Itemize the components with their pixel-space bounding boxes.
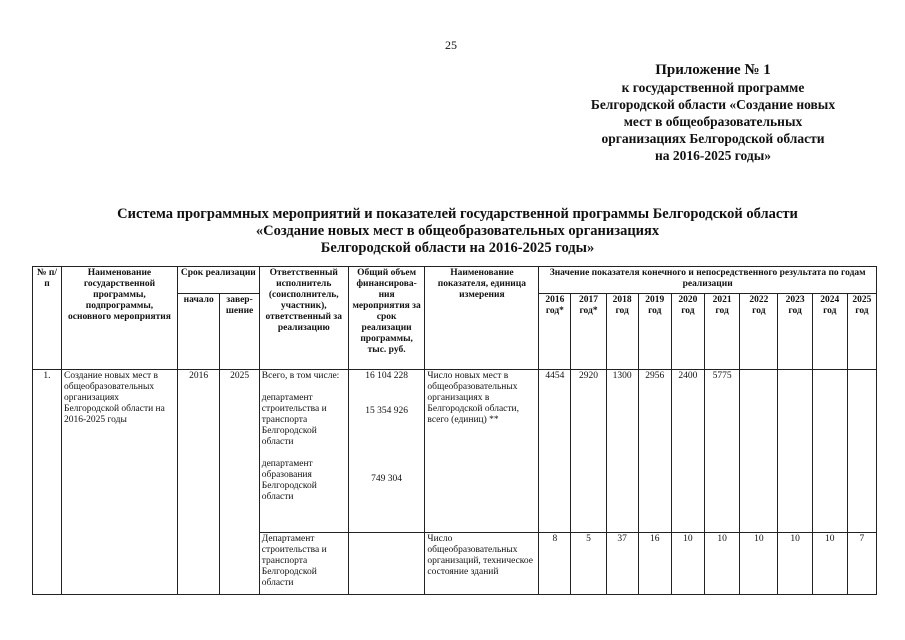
executor-total: Всего, в том числе:	[261, 371, 340, 381]
cell-value: 2920	[571, 370, 606, 533]
header-year: 2023 год	[778, 294, 812, 370]
funding-total: 16 104 228	[365, 371, 408, 381]
cell-value	[812, 370, 847, 533]
funding-dept: 749 304	[371, 474, 403, 484]
funding-dept: 15 354 926	[365, 406, 408, 416]
header-period: Срок реализации	[177, 267, 259, 294]
header-funding: Общий объем финансирова-ния мероприятия за срок реализации программы, тыс. руб.	[348, 267, 425, 370]
appendix-line: организациях Белгородской области	[601, 131, 825, 146]
document-title-line: Белгородской области на 2016-2025 годы»	[320, 240, 595, 256]
cell-indicator: Число новых мест в общеобразовательных организациях в Белгородской области, всего (единиц) **	[425, 370, 539, 533]
header-year: 2022 год	[740, 294, 778, 370]
cell-value: 7	[847, 533, 876, 595]
header-end: завер-шение	[220, 294, 259, 370]
appendix-line: Белгородской области «Создание новых	[590, 97, 836, 112]
appendix-block	[548, 62, 878, 164]
cell-value	[778, 370, 812, 533]
cell-start: 2016	[177, 370, 219, 595]
cell-value: 8	[539, 533, 571, 595]
cell-value	[847, 370, 876, 533]
table-row	[33, 370, 877, 533]
document-title	[60, 206, 855, 257]
program-table	[32, 266, 877, 595]
cell-value: 10	[704, 533, 739, 595]
header-year: 2020 год	[671, 294, 704, 370]
page-number: 25	[445, 38, 457, 52]
document-title-line: «Создание новых мест в общеобразовательных организациях	[255, 223, 660, 239]
cell-value: 2400	[671, 370, 704, 533]
cell-value: 10	[812, 533, 847, 595]
cell-executor	[259, 370, 348, 533]
header-start: начало	[177, 294, 219, 370]
cell-value: 5775	[704, 370, 739, 533]
cell-executor: Департамент строительства и транспорта Белгородской области	[259, 533, 348, 595]
header-year: 2024 год	[812, 294, 847, 370]
cell-value: 10	[671, 533, 704, 595]
header-year: 2018 год	[606, 294, 638, 370]
document-title-line: Система программных мероприятий и показателей государственной программы Белгородской области	[117, 206, 798, 222]
header-year: 2021 год	[704, 294, 739, 370]
header-indicator: Наименование показателя, единица измерения	[425, 267, 539, 370]
executor-dept: департамент образования Белгородской области	[261, 459, 317, 502]
appendix-title: Приложение № 1	[655, 62, 771, 78]
cell-value: 10	[740, 533, 778, 595]
cell-indicator: Число общеобразовательных организаций, техническое состояние зданий	[425, 533, 539, 595]
header-executor: Ответственный исполнитель (соисполнитель, участник), ответственный за реализацию	[259, 267, 348, 370]
cell-value: 10	[778, 533, 812, 595]
header-year: 2019 год	[638, 294, 671, 370]
cell-value	[740, 370, 778, 533]
header-values: Значение показателя конечного и непосредственного результата по годам реализации	[539, 267, 877, 294]
cell-funding	[348, 370, 425, 533]
cell-end: 2025	[220, 370, 259, 595]
cell-value: 1300	[606, 370, 638, 533]
appendix-line: на 2016-2025 годы»	[654, 148, 772, 163]
appendix-line: к государственной программе	[621, 80, 805, 95]
executor-dept: департамент строительства и транспорта Белгородской области	[261, 393, 327, 447]
header-year: 2016 год*	[539, 294, 571, 370]
cell-num: 1.	[33, 370, 62, 595]
cell-value: 37	[606, 533, 638, 595]
cell-value: 4454	[539, 370, 571, 533]
cell-name: Создание новых мест в общеобразовательных организациях Белгородской области на 2016-2025 годы	[61, 370, 177, 595]
header-num: № п/п	[33, 267, 62, 370]
header-name: Наименование государственной программы, подпрограммы, основного мероприятия	[61, 267, 177, 370]
cell-funding	[348, 533, 425, 595]
appendix-line: мест в общеобразовательных	[623, 114, 803, 129]
cell-value: 5	[571, 533, 606, 595]
cell-value: 2956	[638, 370, 671, 533]
cell-value: 16	[638, 533, 671, 595]
header-year: 2025 год	[847, 294, 876, 370]
table-header-row	[33, 267, 877, 294]
header-year: 2017 год*	[571, 294, 606, 370]
